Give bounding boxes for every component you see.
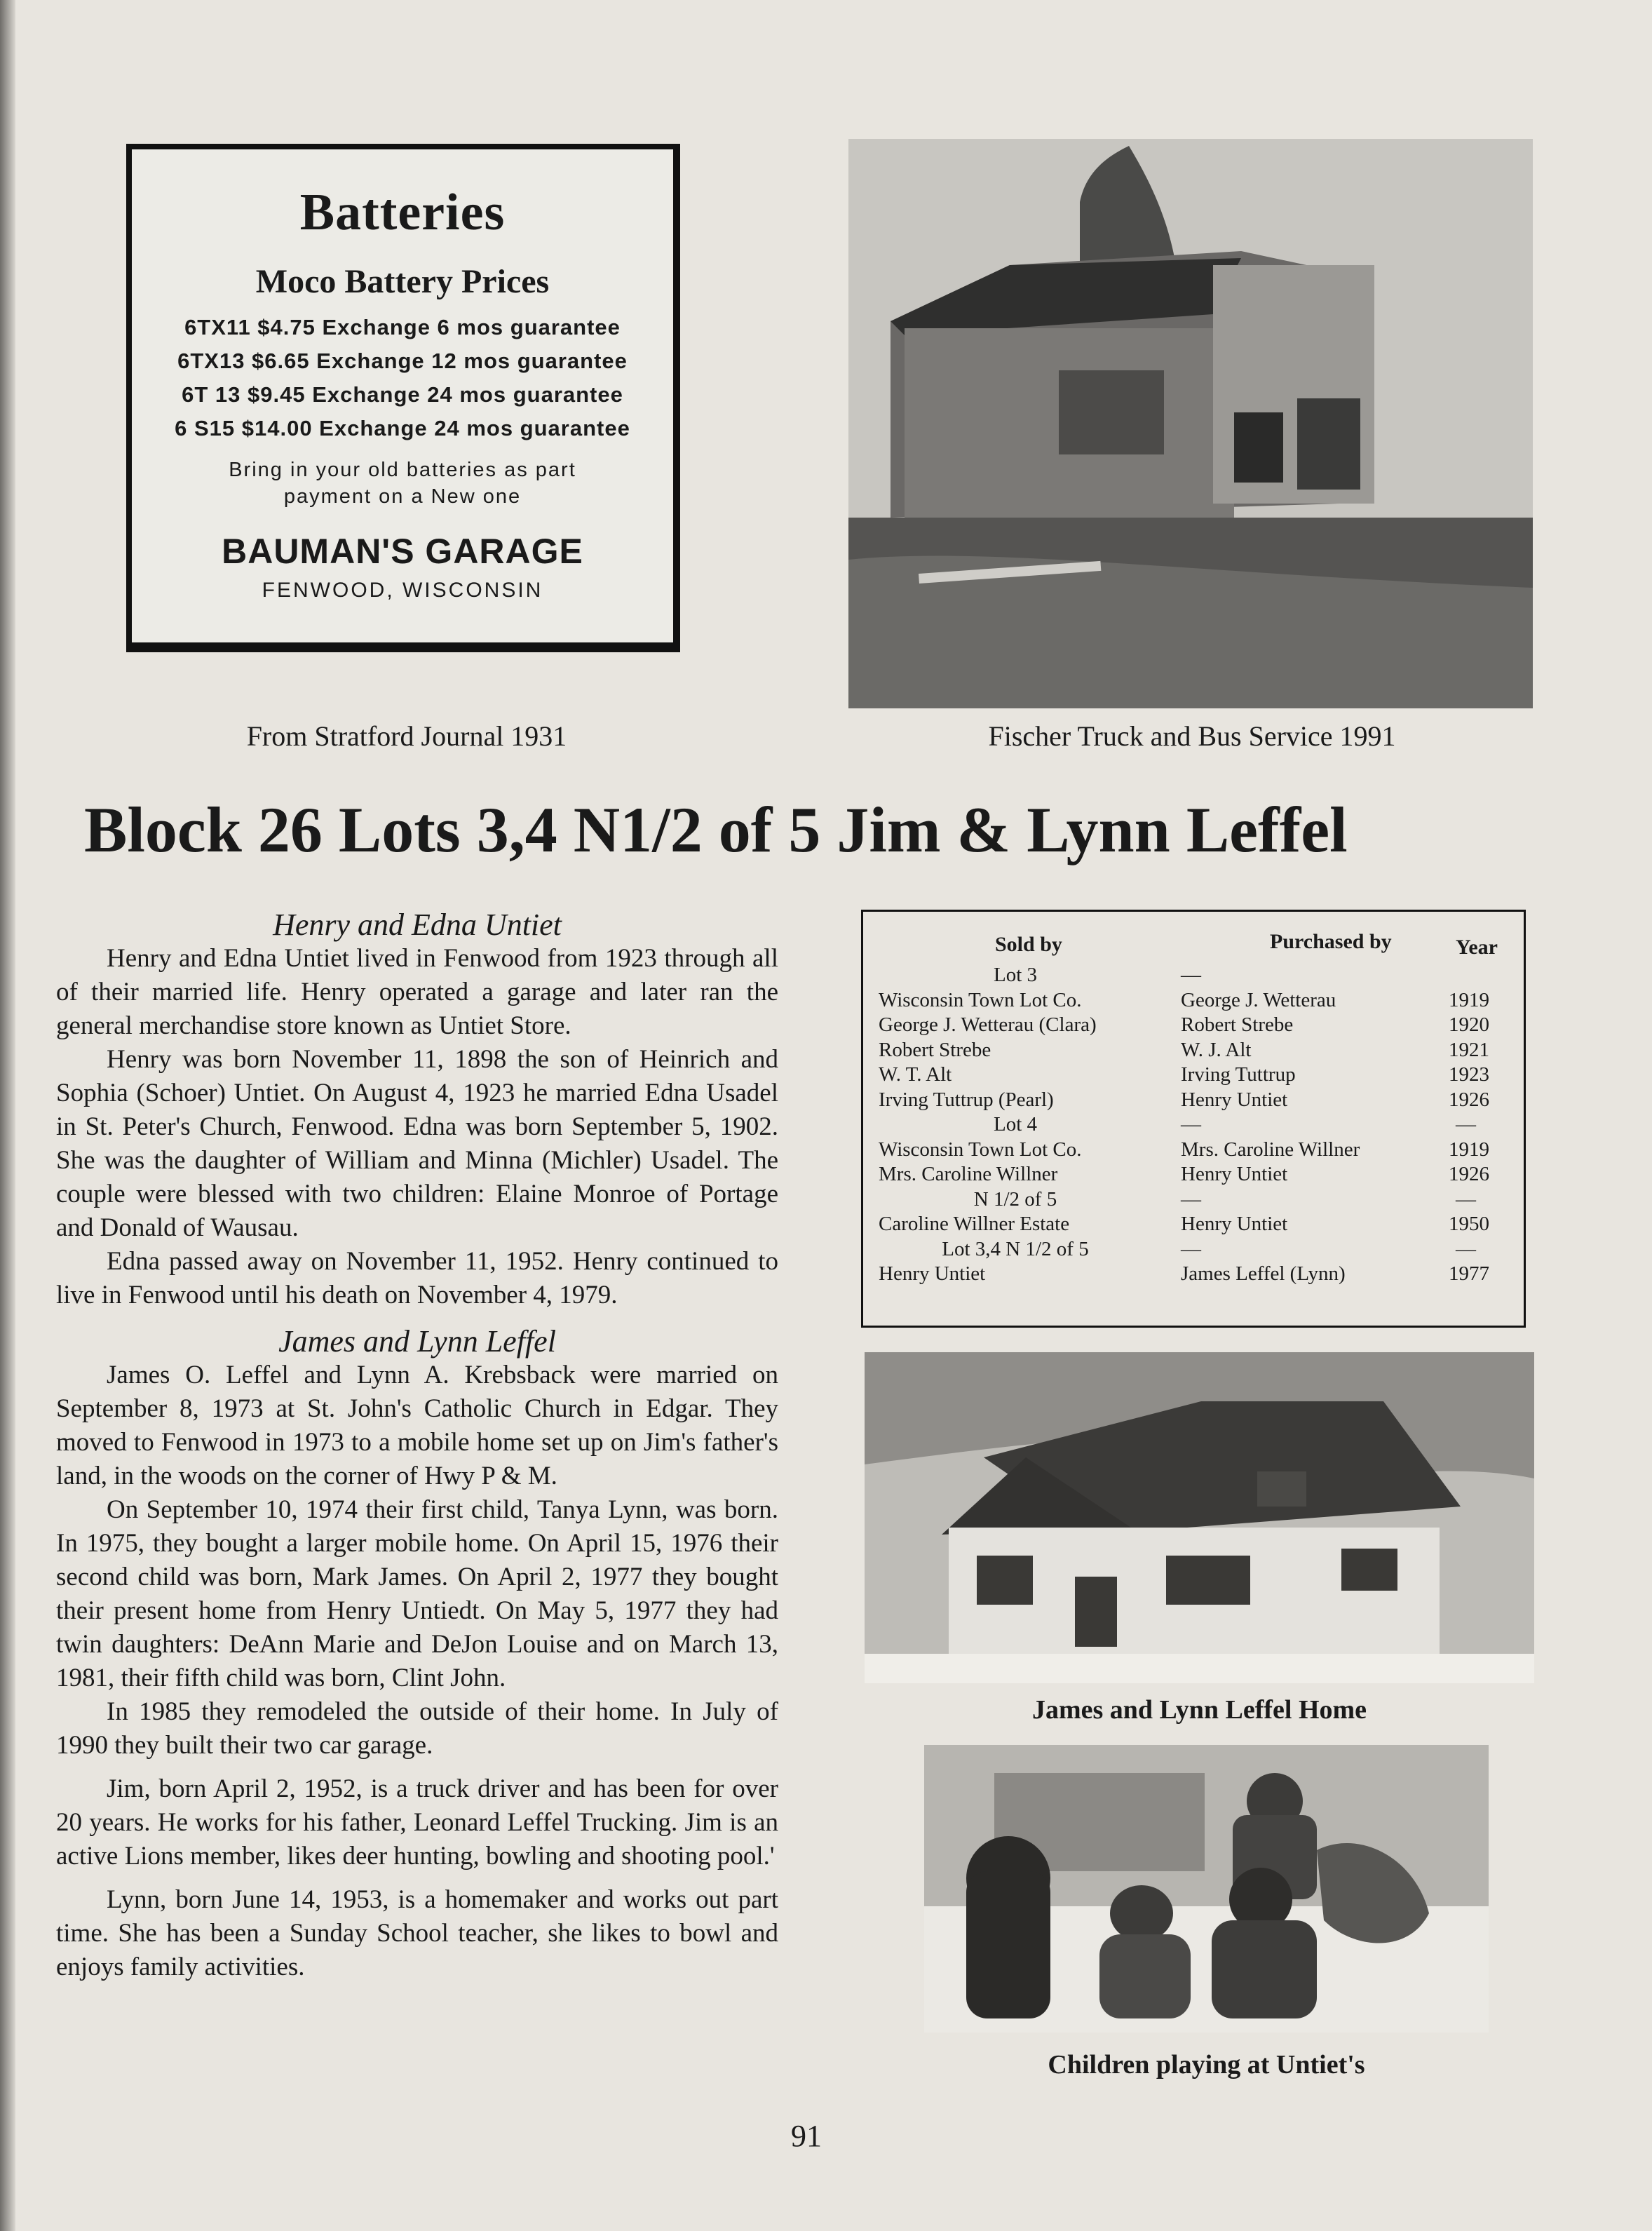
cell-purchased-by: Henry Untiet — [1181, 1088, 1288, 1111]
ad-note: Bring in your old batteries as part payment on a New one — [229, 459, 576, 508]
table-row — [863, 989, 1524, 1016]
table-row — [863, 964, 1524, 990]
garage-photo — [848, 139, 1533, 708]
house-caption: James and Lynn Leffel Home — [1031, 1695, 1367, 1725]
table-row — [863, 1213, 1524, 1239]
cell-year: — — [1456, 1113, 1476, 1135]
cell-year: 1926 — [1449, 1163, 1489, 1185]
table-row — [863, 1163, 1524, 1189]
cell-sold-by: George J. Wetterau (Clara) — [879, 1013, 1097, 1036]
table-row — [863, 1088, 1524, 1115]
table-row — [863, 1039, 1524, 1065]
ad-title: Batteries — [299, 184, 506, 241]
article-paragraph: Henry was born November 11, 1898 the son of Heinrich and Sophia (Schoer) Untiet. On August 4, 1923 he married Edna Usadel in St. Peter's Church, Fenwood. Edna was born September 5, 1902. She was the daughter of William and Minna (Michler) Usadel. The couple were blessed with two children: Elaine Monroe of Portage and Donald of Wausau. — [56, 1045, 778, 1242]
cell-purchased-by: — — [1181, 1237, 1201, 1260]
table-header-purchased-by: Purchased by — [1270, 930, 1392, 953]
table-row — [863, 1188, 1524, 1215]
ad-subtitle: Moco Battery Prices — [255, 263, 550, 300]
table-header-sold-by: Sold by — [995, 933, 1062, 956]
cell-year: 1926 — [1449, 1088, 1489, 1111]
article-paragraph: Lynn, born June 14, 1953, is a homemaker and works out part time. She has been a Sunday School teacher, she likes to bowl and enjoys family activities. — [56, 1885, 778, 1981]
house-photo-illustration — [865, 1352, 1534, 1683]
article-column — [56, 908, 778, 1984]
cell-year: 1950 — [1449, 1213, 1489, 1235]
cell-sold-by: Lot 3,4 N 1/2 of 5 — [942, 1237, 1089, 1260]
ad-store-name: BAUMAN'S GARAGE — [222, 532, 583, 571]
cell-year: — — [1456, 1237, 1476, 1260]
ad-price-line: 6TX13 $6.65 Exchange 12 mos guarantee — [177, 349, 628, 373]
section-title-leffel: James and Lynn Leffel — [278, 1324, 556, 1359]
article-paragraph: Henry and Edna Untiet lived in Fenwood from 1923 through all of their married life. Henry operated a garage and later ran the general merchandise store known as Untiet Store. — [56, 944, 778, 1040]
cell-purchased-by: — — [1181, 1187, 1201, 1211]
cell-sold-by: Henry Untiet — [879, 1262, 986, 1285]
cell-year: 1923 — [1449, 1063, 1489, 1086]
garage-caption: Fischer Truck and Bus Service 1991 — [988, 720, 1396, 752]
ad-price-line: 6 S15 $14.00 Exchange 24 mos guarantee — [175, 416, 630, 440]
table-row — [863, 1113, 1524, 1140]
cell-purchased-by: James Leffel (Lynn) — [1181, 1262, 1346, 1285]
table-row — [863, 1013, 1524, 1040]
cell-year: 1919 — [1449, 1138, 1489, 1161]
table-row — [863, 1262, 1524, 1289]
garage-photo-illustration — [848, 139, 1533, 708]
cell-purchased-by: Robert Strebe — [1181, 1013, 1294, 1036]
cell-year: 1921 — [1449, 1038, 1489, 1061]
cell-sold-by: Lot 3 — [993, 964, 1038, 986]
cell-sold-by: Mrs. Caroline Willner — [879, 1163, 1058, 1185]
cell-sold-by: Irving Tuttrup (Pearl) — [879, 1088, 1054, 1111]
kids-photo-illustration — [924, 1745, 1489, 2033]
cell-purchased-by: Irving Tuttrup — [1181, 1063, 1296, 1086]
leffel-home-photo — [865, 1352, 1534, 1683]
cell-purchased-by: George J. Wetterau — [1181, 988, 1336, 1011]
cell-sold-by: N 1/2 of 5 — [973, 1187, 1057, 1211]
table-row — [863, 1238, 1524, 1265]
table-row — [863, 1063, 1524, 1090]
article-paragraph: On September 10, 1974 their first child, Tanya Lynn, was born. In 1975, they bought a larger mobile home. On April 15, 1976 their second child was born, Mark James. On April 2, 1977 they bought their present home from Henry Untiedt. On May 5, 1977 they had twin daughters: DeAnn Marie and DeJon Louise and on March 13, 1981, their fifth child was born, Clint John. — [56, 1495, 778, 1692]
cell-purchased-by: — — [1181, 964, 1201, 986]
article-paragraph: Edna passed away on November 11, 1952. Henry continued to live in Fenwood until his death on November 4, 1979. — [56, 1247, 778, 1309]
cell-year: — — [1456, 1187, 1476, 1211]
cell-purchased-by: — — [1181, 1113, 1201, 1135]
cell-sold-by: Caroline Willner Estate — [879, 1213, 1070, 1235]
ad-caption: From Stratford Journal 1931 — [246, 720, 567, 752]
article-paragraph: In 1985 they remodeled the outside of their home. In July of 1990 they built their two car garage. — [56, 1697, 778, 1760]
table-header-year: Year — [1456, 936, 1498, 959]
ad-town: FENWOOD, WISCONSIN — [262, 579, 543, 602]
ownership-table — [861, 910, 1526, 1328]
cell-sold-by: Robert Strebe — [879, 1038, 991, 1061]
kids-caption: Children playing at Untiet's — [1048, 2050, 1365, 2080]
battery-advertisement — [126, 144, 680, 652]
page-heading: Block 26 Lots 3,4 N1/2 of 5 Jim & Lynn Leffel — [84, 794, 1348, 865]
cell-year: 1977 — [1449, 1262, 1489, 1285]
table-row — [863, 1138, 1524, 1165]
ad-price-line: 6TX11 $4.75 Exchange 6 mos guarantee — [184, 315, 621, 339]
cell-purchased-by: Henry Untiet — [1181, 1213, 1288, 1235]
cell-purchased-by: Mrs. Caroline Willner — [1181, 1138, 1360, 1161]
cell-year: 1919 — [1449, 988, 1489, 1011]
cell-sold-by: Wisconsin Town Lot Co. — [879, 1138, 1082, 1161]
children-photo — [924, 1745, 1489, 2033]
cell-purchased-by: W. J. Alt — [1181, 1038, 1252, 1061]
article-paragraph: James O. Leffel and Lynn A. Krebsback were married on September 8, 1973 at St. John's Catholic Church in Edgar. They moved to Fenwood in 1973 to a mobile home set up on Jim's father's land, in the woods on the corner of Hwy P & M. — [56, 1361, 778, 1490]
cell-sold-by: Lot 4 — [993, 1113, 1038, 1135]
article-paragraph: Jim, born April 2, 1952, is a truck driver and has been for over 20 years. He works for his father, Leonard Leffel Trucking. Jim is an active Lions member, likes deer hunting, bowling and shooting pool.' — [56, 1774, 778, 1871]
cell-year: 1920 — [1449, 1013, 1489, 1036]
cell-sold-by: Wisconsin Town Lot Co. — [879, 988, 1082, 1011]
ad-price-line: 6T 13 $9.45 Exchange 24 mos guarantee — [182, 382, 623, 407]
binding-shadow — [0, 0, 15, 2231]
cell-purchased-by: Henry Untiet — [1181, 1163, 1288, 1185]
cell-sold-by: W. T. Alt — [879, 1063, 952, 1086]
page-number: 91 — [791, 2119, 822, 2153]
section-title-untiet: Henry and Edna Untiet — [273, 908, 562, 942]
